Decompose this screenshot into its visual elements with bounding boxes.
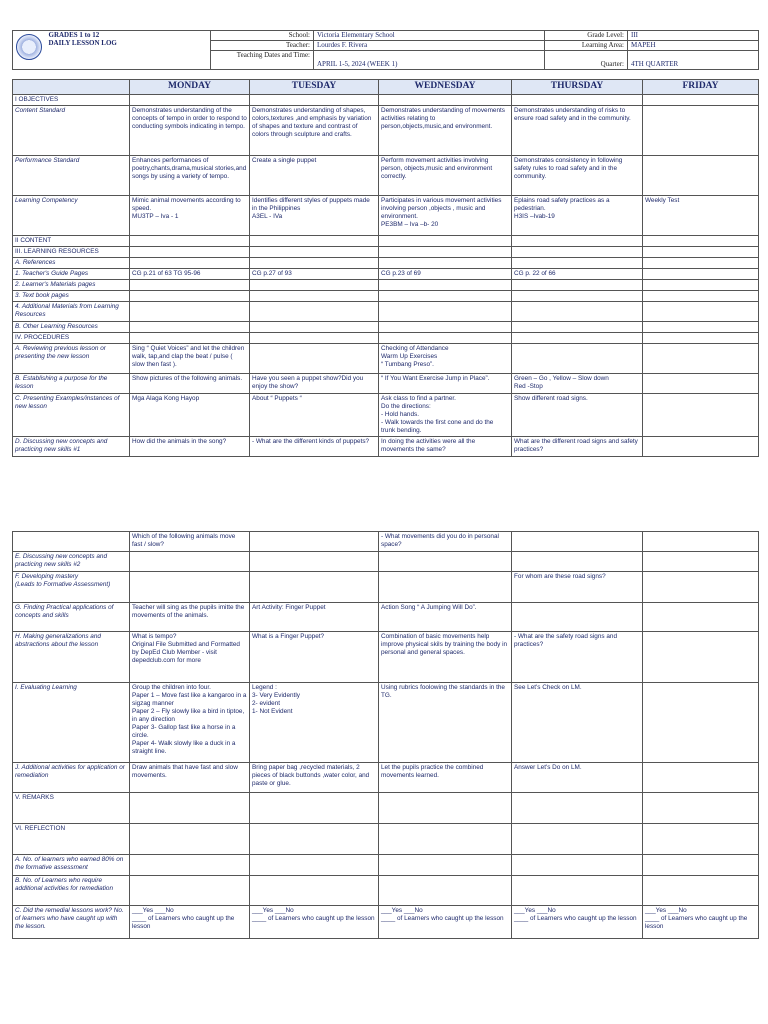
cell-tuesday <box>250 279 379 290</box>
cell-thursday <box>512 603 643 632</box>
cell-monday: Teacher will sing as the pupils imitte the movements of the animals. <box>130 603 250 632</box>
cell-tuesday <box>250 552 379 572</box>
table-row <box>13 268 759 279</box>
cell-monday <box>130 94 250 105</box>
table-row <box>13 855 759 876</box>
row-label: F. Developing mastery (Leads to Formative Assessment) <box>13 572 130 603</box>
cell-tuesday: Identifies different styles of puppets made in the Philippines A3EL - IVa <box>250 195 379 235</box>
cell-wednesday: In doing the activities were all the movements the same? <box>379 436 512 456</box>
cell-tuesday: Legend : 3- Very Evidently 2- evident 1- Not Evident <box>250 683 379 763</box>
table-row <box>13 246 759 257</box>
cell-thursday: Demonstrates understanding of risks to ensure road safety and in the community. <box>512 105 643 155</box>
row-label: G. Finding Practical applications of concepts and skills <box>13 603 130 632</box>
cell-friday <box>643 763 759 793</box>
cell-wednesday <box>379 279 512 290</box>
table-row <box>13 94 759 105</box>
cell-tuesday <box>250 824 379 855</box>
grade-level-label: Grade Level: <box>545 31 628 41</box>
day-header-tuesday: TUESDAY <box>250 80 379 95</box>
cell-tuesday <box>250 876 379 906</box>
cell-monday <box>130 235 250 246</box>
table-row <box>13 572 759 603</box>
table-row <box>13 683 759 763</box>
cell-thursday: Show different road signs. <box>512 393 643 436</box>
cell-friday <box>643 532 759 552</box>
cell-wednesday <box>379 290 512 301</box>
cell-monday: Mga Alaga Kong Hayop <box>130 393 250 436</box>
cell-tuesday: About “ Puppets “ <box>250 393 379 436</box>
row-label: IV. PROCEDURES <box>13 332 130 343</box>
cell-monday <box>130 290 250 301</box>
quarter-label: Quarter: <box>545 51 628 70</box>
cell-wednesday: Participates in various movement activities involving person ,objects , music and environment. PE3BM – Iva –b- 20 <box>379 195 512 235</box>
cell-monday <box>130 876 250 906</box>
table-row <box>13 279 759 290</box>
table-row <box>13 876 759 906</box>
row-label: E. Discussing new concepts and practicing new skills #2 <box>13 552 130 572</box>
row-label: B. Other Learning Resources <box>13 321 130 332</box>
cell-monday <box>130 257 250 268</box>
cell-friday <box>643 572 759 603</box>
cell-thursday: Green – Go , Yellow – Slow down Red -Stop <box>512 373 643 393</box>
cell-monday: How did the animals in the song? <box>130 436 250 456</box>
row-label: Learning Competency <box>13 195 130 235</box>
cell-thursday: Answer Let's Do on LM. <box>512 763 643 793</box>
cell-tuesday <box>250 532 379 552</box>
cell-tuesday: Demonstrates understanding of shapes, colors,textures ,and emphasis by variation of shapes and texture and contrast of colors through sculpture and crafts. <box>250 105 379 155</box>
cell-friday <box>643 246 759 257</box>
cell-tuesday <box>250 301 379 321</box>
row-label: A. References <box>13 257 130 268</box>
cell-wednesday: Using rubrics foolowing the standards in the TG. <box>379 683 512 763</box>
cell-tuesday: ___Yes ___No ____ of Learners who caught up the lesson <box>250 906 379 939</box>
cell-wednesday <box>379 876 512 906</box>
deped-seal-icon <box>16 34 42 60</box>
cell-friday: ___Yes ___No ____ of Learners who caught up the lesson <box>643 906 759 939</box>
cell-wednesday <box>379 301 512 321</box>
cell-tuesday <box>250 332 379 343</box>
table-row <box>13 532 759 552</box>
corner-cell <box>13 80 130 95</box>
cell-monday: CG p.21 of 63 TG 95-96 <box>130 268 250 279</box>
cell-monday: Demonstrates understanding of the concepts of tempo in order to respond to conducting symbols indicating in tempo. <box>130 105 250 155</box>
lesson-table-page-2 <box>12 531 758 939</box>
cell-thursday <box>512 301 643 321</box>
cell-friday <box>643 876 759 906</box>
day-header-row <box>13 80 759 95</box>
table-row <box>13 793 759 824</box>
cell-wednesday: Let the pupils practice the combined movements learned. <box>379 763 512 793</box>
school-label: School: <box>211 31 314 41</box>
cell-monday <box>130 246 250 257</box>
cell-monday: ___Yes ___No ____ of Learners who caught up the lesson <box>130 906 250 939</box>
teacher-label: Teacher: <box>211 41 314 51</box>
cell-monday: Show pictures of the following animals. <box>130 373 250 393</box>
cell-thursday <box>512 343 643 373</box>
cell-thursday <box>512 824 643 855</box>
cell-monday: Group the children into four. Paper 1 – Move fast like a kangaroo in a sigzag manner Paper 2 – Fly slowly like a bird in tiptoe, in any direction Paper 3- Gallop fast like a horse in a circle. Paper 4- Walk slowly like a duck in a straight line. <box>130 683 250 763</box>
cell-monday <box>130 321 250 332</box>
table-row <box>13 105 759 155</box>
row-label: B. No. of Learners who require additional activities for remediation <box>13 876 130 906</box>
table-row <box>13 373 759 393</box>
teaching-dates-label: Teaching Dates and Time: <box>211 51 314 70</box>
cell-monday <box>130 793 250 824</box>
cell-thursday: - What are the safety road signs and practices? <box>512 632 643 683</box>
table-row <box>13 763 759 793</box>
cell-tuesday: - What are the different kinds of puppets? <box>250 436 379 456</box>
cell-monday: Draw animals that have fast and slow movements. <box>130 763 250 793</box>
cell-thursday: For whom are these road signs? <box>512 572 643 603</box>
cell-tuesday: Bring paper bag ,recycled materials, 2 pieces of black buttonds ,water color, and paste or glue. <box>250 763 379 793</box>
table-row <box>13 290 759 301</box>
day-header-friday: FRIDAY <box>643 80 759 95</box>
row-label: A. Reviewing previous lesson or presenting the new lesson <box>13 343 130 373</box>
learning-area-value: MAPEH <box>628 41 759 51</box>
cell-thursday <box>512 332 643 343</box>
cell-wednesday <box>379 824 512 855</box>
table-row <box>13 552 759 572</box>
cell-monday: Enhances performances of poetry,chants,drama,musical stories,and songs by using a variety of tempo. <box>130 155 250 195</box>
row-label: A. No. of learners who earned 80% on the formative assessment <box>13 855 130 876</box>
lesson-table-2 <box>12 531 759 939</box>
header-block <box>12 30 758 70</box>
cell-tuesday <box>250 321 379 332</box>
cell-tuesday: What is a Finger Puppet? <box>250 632 379 683</box>
row-label: H. Making generalizations and abstractions about the lesson <box>13 632 130 683</box>
cell-monday <box>130 301 250 321</box>
day-header-thursday: THURSDAY <box>512 80 643 95</box>
cell-tuesday <box>250 257 379 268</box>
cell-monday: Which of the following animals move fast / slow? <box>130 532 250 552</box>
cell-wednesday <box>379 855 512 876</box>
learning-area-label: Learning Area: <box>545 41 628 51</box>
cell-wednesday: Perform movement activities involving person, objects,music and environment correctly. <box>379 155 512 195</box>
row-label: VI. REFLECTION <box>13 824 130 855</box>
table-row <box>13 301 759 321</box>
table-row <box>13 155 759 195</box>
cell-monday <box>130 855 250 876</box>
cell-friday <box>643 105 759 155</box>
cell-thursday: See Let's Check on LM. <box>512 683 643 763</box>
teaching-dates-value: APRIL 1-5, 2024 (WEEK 1) <box>314 51 545 70</box>
cell-monday <box>130 572 250 603</box>
cell-tuesday: Art Activity: Finger Puppet <box>250 603 379 632</box>
cell-thursday: CG p. 22 of 66 <box>512 268 643 279</box>
cell-friday <box>643 373 759 393</box>
row-label: I OBJECTIVES <box>13 94 130 105</box>
cell-thursday <box>512 235 643 246</box>
cell-thursday <box>512 855 643 876</box>
cell-tuesday <box>250 343 379 373</box>
table-row <box>13 332 759 343</box>
cell-wednesday <box>379 235 512 246</box>
cell-tuesday <box>250 235 379 246</box>
row-label: B. Establishing a purpose for the lesson <box>13 373 130 393</box>
table-row <box>13 321 759 332</box>
cell-wednesday: ___Yes ___No ____ of Learners who caught up the lesson <box>379 906 512 939</box>
cell-thursday <box>512 532 643 552</box>
day-header-wednesday: WEDNESDAY <box>379 80 512 95</box>
table-row <box>13 824 759 855</box>
row-label: II CONTENT <box>13 235 130 246</box>
row-label: 1. Teacher's Guide Pages <box>13 268 130 279</box>
cell-wednesday <box>379 793 512 824</box>
cell-tuesday <box>250 793 379 824</box>
quarter-value: 4TH QUARTER <box>628 51 759 70</box>
cell-wednesday: “ If You Want Exercise Jump in Place”. <box>379 373 512 393</box>
title-line-2: DAILY LESSON LOG <box>48 39 117 48</box>
cell-thursday <box>512 793 643 824</box>
cell-wednesday: - What movements did you do in personal space? <box>379 532 512 552</box>
cell-tuesday: Have you seen a puppet show?Did you enjoy the show? <box>250 373 379 393</box>
title-line-1: GRADES 1 to 12 <box>48 31 100 39</box>
cell-friday <box>643 94 759 105</box>
table-row <box>13 393 759 436</box>
row-label: I. Evaluating Learning <box>13 683 130 763</box>
cell-friday <box>643 632 759 683</box>
cell-tuesday: Create a single puppet <box>250 155 379 195</box>
cell-wednesday: Demonstrates understanding of movements activities relating to person,objects,music,and environment. <box>379 105 512 155</box>
cell-wednesday <box>379 552 512 572</box>
day-header-monday: MONDAY <box>130 80 250 95</box>
cell-monday <box>130 824 250 855</box>
cell-thursday <box>512 246 643 257</box>
table-row <box>13 906 759 939</box>
cell-thursday: Eplains road safety practices as a pedestrian. H3IS –Ivab-19 <box>512 195 643 235</box>
cell-tuesday <box>250 94 379 105</box>
cell-friday <box>643 235 759 246</box>
cell-friday <box>643 155 759 195</box>
cell-friday <box>643 301 759 321</box>
grade-level-value: III <box>628 31 759 41</box>
teacher-value: Lourdes F. Rivera <box>314 41 545 51</box>
cell-friday <box>643 321 759 332</box>
cell-wednesday <box>379 257 512 268</box>
cell-friday <box>643 855 759 876</box>
cell-thursday <box>512 321 643 332</box>
cell-friday <box>643 552 759 572</box>
row-label: C. Did the remedial lessons work? No. of learners who have caught up with the lesson. <box>13 906 130 939</box>
cell-friday <box>643 824 759 855</box>
cell-friday <box>643 343 759 373</box>
table-row <box>13 436 759 456</box>
cell-friday <box>643 603 759 632</box>
row-label: 3. Text book pages <box>13 290 130 301</box>
cell-tuesday <box>250 855 379 876</box>
cell-thursday: What are the different road signs and safety practices? <box>512 436 643 456</box>
cell-thursday: ___Yes ___No ____ of Learners who caught up the lesson <box>512 906 643 939</box>
cell-friday <box>643 290 759 301</box>
cell-wednesday: Ask class to find a partner. Do the directions: - Hold hands. - Walk towards the first cone and do the trunk bending. <box>379 393 512 436</box>
row-label: D. Discussing new concepts and practicing new skills #1 <box>13 436 130 456</box>
cell-tuesday: CG p.27 of 93 <box>250 268 379 279</box>
header-table <box>12 30 759 70</box>
lesson-table-page-1 <box>12 79 758 457</box>
row-label: J. Additional activities for application or remediation <box>13 763 130 793</box>
cell-thursday <box>512 257 643 268</box>
cell-friday <box>643 257 759 268</box>
deped-seal-cell <box>13 31 46 70</box>
cell-wednesday <box>379 332 512 343</box>
cell-friday <box>643 683 759 763</box>
table-row <box>13 235 759 246</box>
cell-thursday <box>512 552 643 572</box>
cell-wednesday <box>379 94 512 105</box>
cell-thursday <box>512 279 643 290</box>
lesson-table-1 <box>12 79 759 457</box>
document-title <box>46 31 211 70</box>
row-label: 2. Learner's Materials pages <box>13 279 130 290</box>
table-row <box>13 632 759 683</box>
table-row <box>13 603 759 632</box>
cell-friday <box>643 393 759 436</box>
cell-friday: Weekly Test <box>643 195 759 235</box>
row-label: Content Standard <box>13 105 130 155</box>
cell-wednesday <box>379 321 512 332</box>
cell-tuesday <box>250 290 379 301</box>
cell-tuesday <box>250 572 379 603</box>
cell-wednesday: Combination of basic movements help improve physical skils by training the body in personal and general spaces. <box>379 632 512 683</box>
cell-friday <box>643 436 759 456</box>
row-label: III. LEARNING RESOURCES <box>13 246 130 257</box>
cell-monday: Sing “ Quiet Voices” and let the children walk, tap,and clap the beat / pulse ( slow then fast ). <box>130 343 250 373</box>
table-row <box>13 257 759 268</box>
row-label: V. REMARKS <box>13 793 130 824</box>
cell-monday: Mimic animal movements according to speed. MU3TP – Iva - 1 <box>130 195 250 235</box>
cell-monday <box>130 552 250 572</box>
row-label <box>13 532 130 552</box>
cell-thursday <box>512 290 643 301</box>
cell-thursday <box>512 876 643 906</box>
cell-friday <box>643 279 759 290</box>
cell-friday <box>643 332 759 343</box>
cell-monday: What is tempo? Original File Submitted and Formatted by DepEd Club Member - visit depedclub.com for more <box>130 632 250 683</box>
cell-wednesday: CG p.23 of 69 <box>379 268 512 279</box>
row-label: C. Presenting Examples/instances of new lesson <box>13 393 130 436</box>
school-value: Victoria Elementary School <box>314 31 545 41</box>
cell-tuesday <box>250 246 379 257</box>
table-row <box>13 195 759 235</box>
cell-thursday: Demonstrates consistency in following safety rules to road safety and in the community. <box>512 155 643 195</box>
cell-thursday <box>512 94 643 105</box>
cell-friday <box>643 793 759 824</box>
cell-friday <box>643 268 759 279</box>
cell-wednesday <box>379 246 512 257</box>
cell-monday <box>130 332 250 343</box>
row-label: Performance Standard <box>13 155 130 195</box>
table-row <box>13 343 759 373</box>
cell-wednesday: Checking of Attendance Warm Up Exercises “ Tumbang Preso”. <box>379 343 512 373</box>
cell-wednesday: Action Song “ A Jumping Will Do”. <box>379 603 512 632</box>
row-label: 4. Additional Materials from Learning Resources <box>13 301 130 321</box>
cell-wednesday <box>379 572 512 603</box>
cell-monday <box>130 279 250 290</box>
